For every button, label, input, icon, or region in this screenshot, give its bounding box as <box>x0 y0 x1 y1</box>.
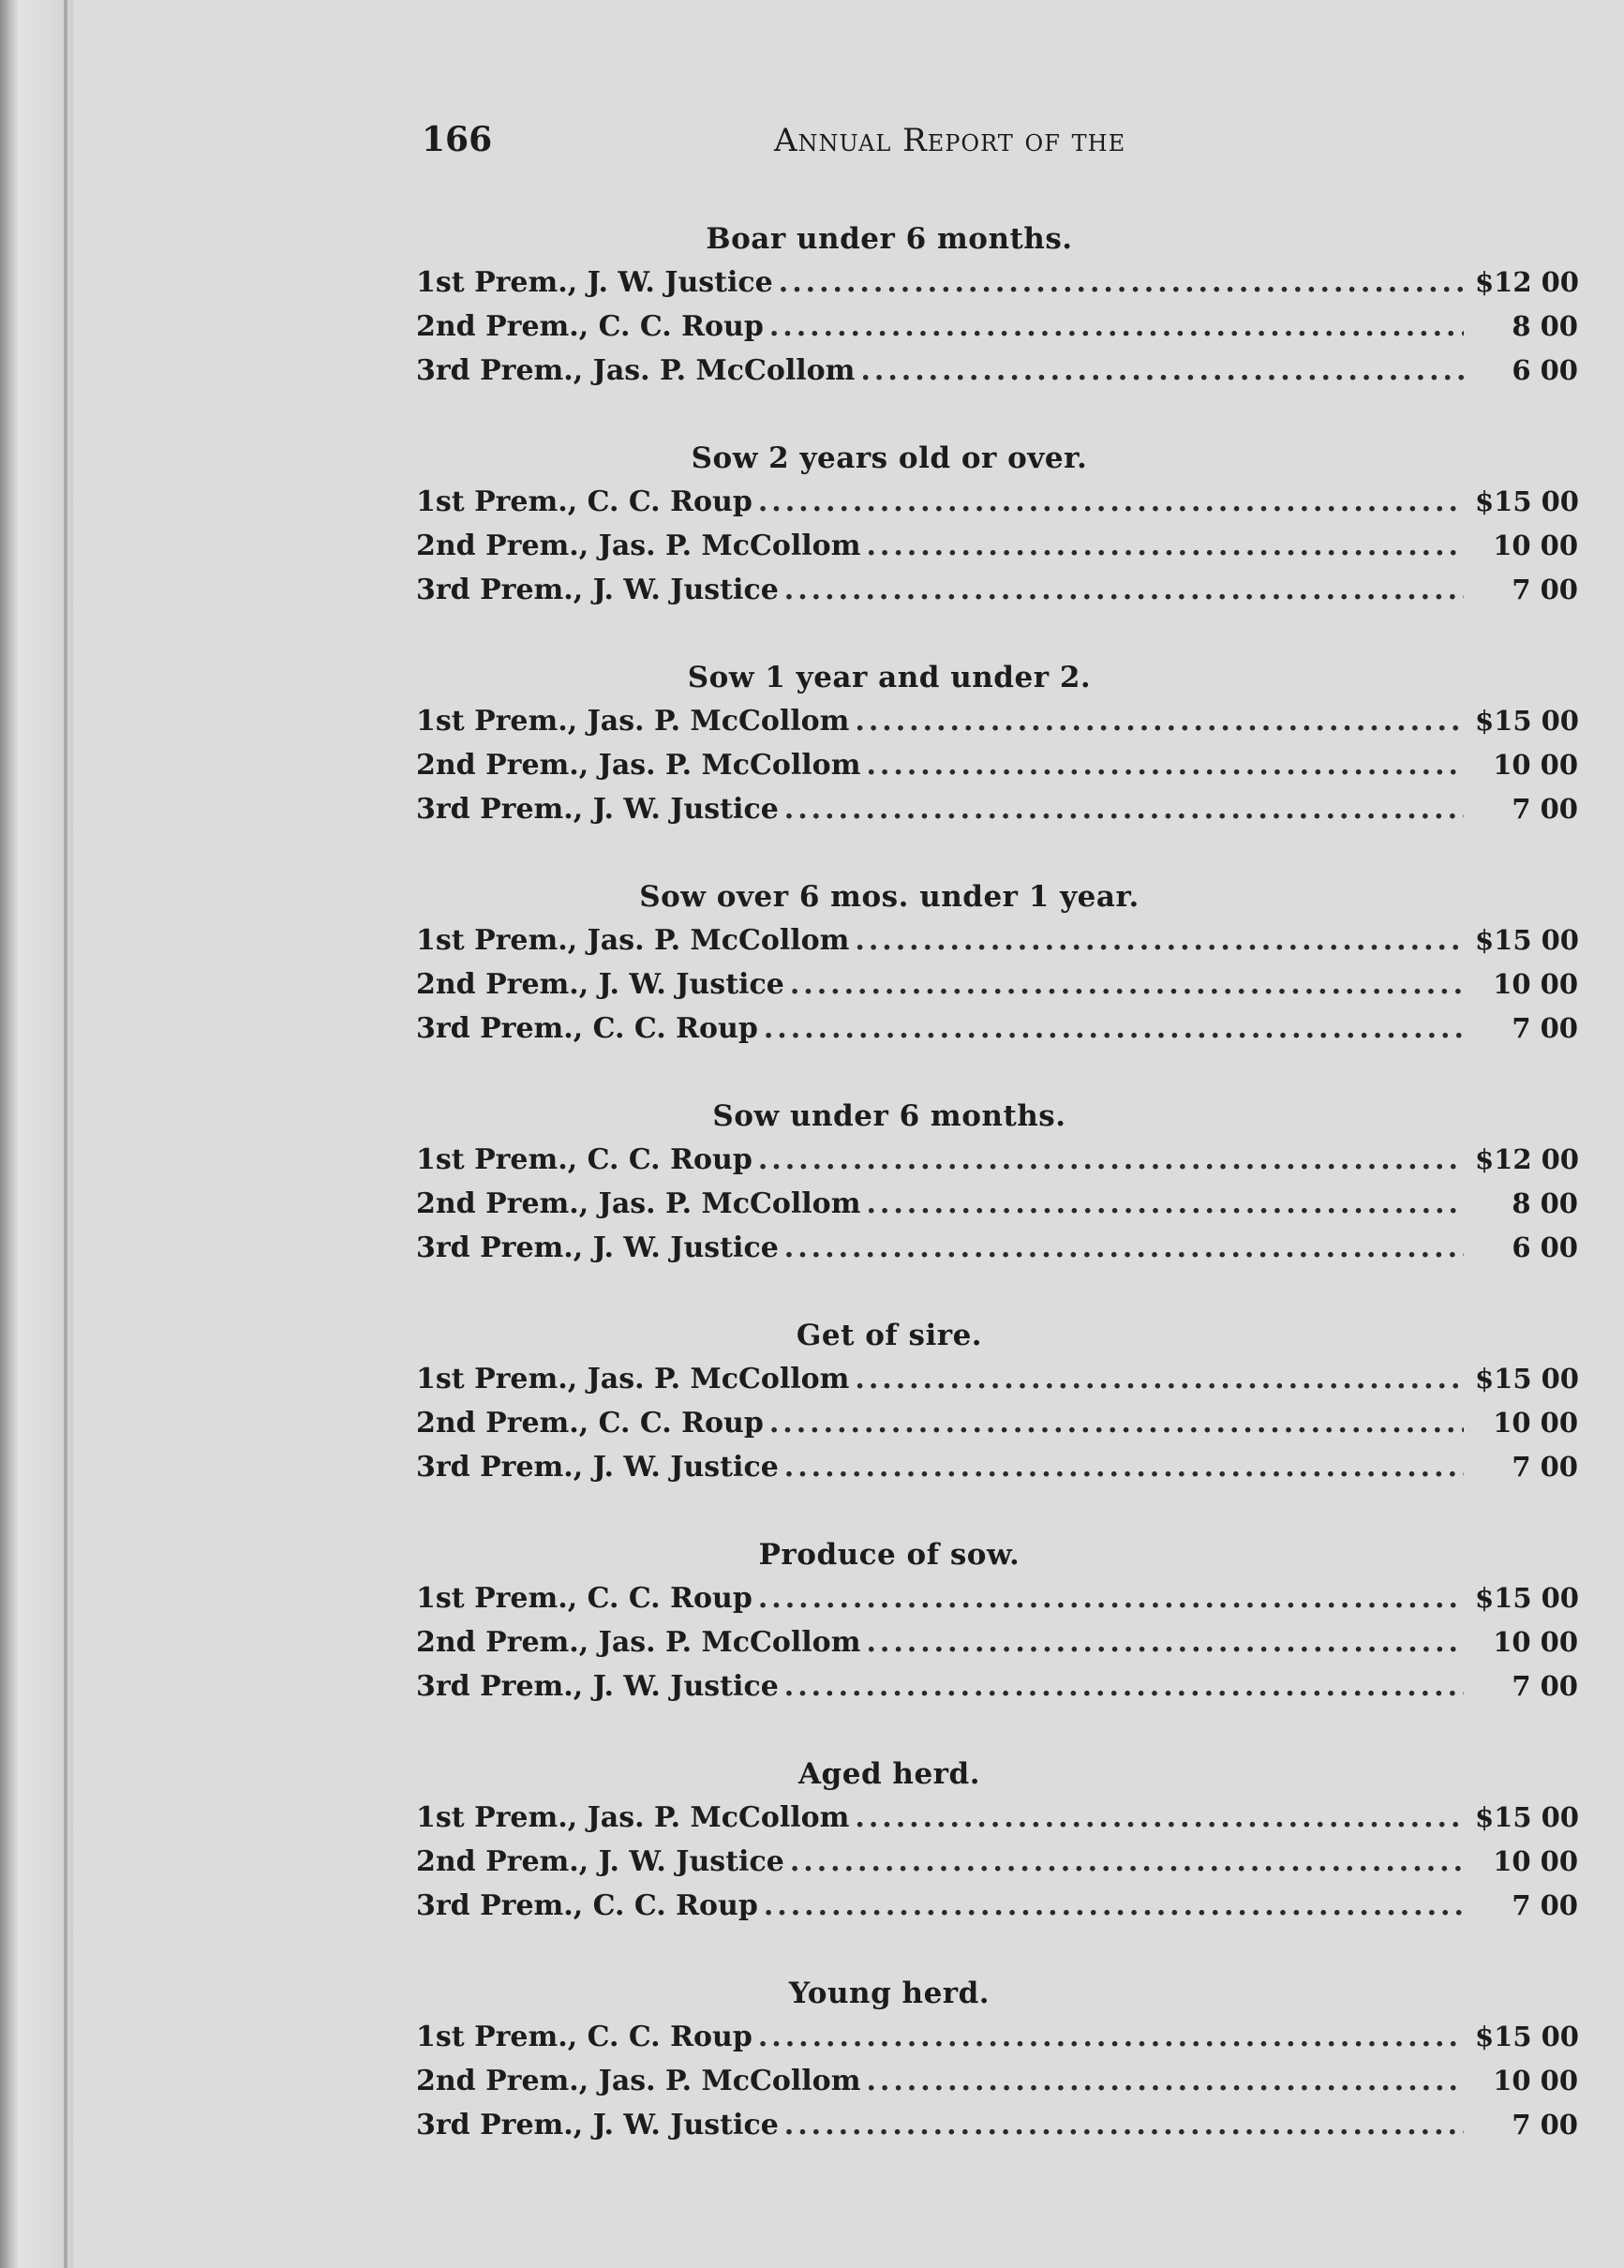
category-title: Aged herd. <box>798 1757 980 1791</box>
dot-leader <box>779 261 1464 305</box>
award-row <box>416 1884 1578 1928</box>
award-amount: 10 00 <box>1493 1407 1578 1439</box>
award-label: 3rd Prem., J. W. Justice <box>416 1670 779 1703</box>
dot-leader <box>855 919 1464 962</box>
dot-leader <box>784 1446 1464 1489</box>
category-title: Produce of sow. <box>758 1538 1021 1572</box>
dot-leader <box>769 306 1464 349</box>
award-row <box>416 1664 1578 1708</box>
page-number: 166 <box>422 120 493 159</box>
premium-category <box>416 656 1578 831</box>
award-amount: $15 00 <box>1475 1363 1579 1395</box>
award-row <box>416 1796 1578 1840</box>
award-label: 1st Prem., J. W. Justice <box>416 266 773 299</box>
award-label: 3rd Prem., J. W. Justice <box>416 1451 779 1484</box>
dot-leader <box>784 2104 1464 2147</box>
dot-leader <box>860 350 1464 393</box>
award-label: 3rd Prem., C. C. Roup <box>416 1012 758 1045</box>
dot-leader <box>758 1139 1464 1182</box>
award-label: 3rd Prem., C. C. Roup <box>416 1889 758 1922</box>
award-row <box>416 1401 1578 1445</box>
award-amount: 7 00 <box>1512 1670 1578 1702</box>
award-amount: 10 00 <box>1493 1626 1578 1658</box>
award-label: 2nd Prem., Jas. P. McCollom <box>416 530 861 562</box>
award-label: 2nd Prem., Jas. P. McCollom <box>416 1187 861 1220</box>
running-title: Annual Report of the <box>774 122 1126 159</box>
award-amount: $15 00 <box>1475 1801 1579 1833</box>
premium-list <box>416 217 1578 2191</box>
category-title: Boar under 6 months. <box>706 222 1073 256</box>
award-label: 2nd Prem., J. W. Justice <box>416 968 784 1001</box>
award-amount: 7 00 <box>1512 1451 1578 1483</box>
document-page <box>73 0 1624 2268</box>
award-row <box>416 1182 1578 1226</box>
dot-leader <box>866 744 1464 787</box>
premium-category <box>416 1314 1578 1489</box>
award-row <box>416 568 1578 612</box>
award-amount: 8 00 <box>1512 310 1578 342</box>
award-row <box>416 962 1578 1007</box>
dot-leader <box>764 1007 1464 1051</box>
award-amount: $15 00 <box>1475 924 1579 956</box>
award-label: 3rd Prem., J. W. Justice <box>416 1231 779 1264</box>
dot-leader <box>784 788 1464 831</box>
dot-leader <box>866 1183 1464 1226</box>
premium-category <box>416 437 1578 612</box>
dot-leader <box>855 1797 1464 1840</box>
award-label: 1st Prem., C. C. Roup <box>416 485 752 518</box>
category-title: Young herd. <box>788 1977 991 2010</box>
dot-leader <box>784 569 1464 612</box>
book-binding-edge <box>0 0 73 2268</box>
award-row <box>416 261 1578 305</box>
dot-leader <box>790 1841 1464 1884</box>
premium-category <box>416 875 1578 1051</box>
award-amount: 10 00 <box>1493 2065 1578 2096</box>
award-label: 2nd Prem., J. W. Justice <box>416 1845 784 1878</box>
category-title: Sow over 6 mos. under 1 year. <box>639 880 1140 914</box>
dot-leader <box>866 525 1464 568</box>
award-row <box>416 480 1578 524</box>
award-row <box>416 2103 1578 2147</box>
award-label: 1st Prem., C. C. Roup <box>416 1582 752 1615</box>
award-label: 2nd Prem., C. C. Roup <box>416 310 764 343</box>
award-row <box>416 1576 1578 1620</box>
dot-leader <box>764 1885 1464 1928</box>
award-label: 3rd Prem., J. W. Justice <box>416 574 779 606</box>
award-label: 2nd Prem., Jas. P. McCollom <box>416 1626 861 1659</box>
premium-category <box>416 1753 1578 1928</box>
premium-category <box>416 1972 1578 2147</box>
category-title: Sow under 6 months. <box>712 1099 1066 1133</box>
premium-category <box>416 1095 1578 1270</box>
premium-category <box>416 1533 1578 1708</box>
dot-leader <box>769 1402 1464 1445</box>
award-amount: $15 00 <box>1475 2021 1579 2052</box>
running-header <box>422 120 1155 167</box>
award-amount: 7 00 <box>1512 574 1578 605</box>
award-row <box>416 1840 1578 1884</box>
dot-leader <box>790 963 1464 1007</box>
award-row <box>416 349 1578 393</box>
dot-leader <box>758 2016 1464 2059</box>
award-row <box>416 918 1578 962</box>
award-amount: $15 00 <box>1475 1582 1579 1614</box>
award-row <box>416 1226 1578 1270</box>
award-label: 3rd Prem., Jas. P. McCollom <box>416 354 856 387</box>
award-amount: 10 00 <box>1493 749 1578 781</box>
award-label: 2nd Prem., Jas. P. McCollom <box>416 749 861 782</box>
dot-leader <box>784 1227 1464 1270</box>
award-label: 1st Prem., C. C. Roup <box>416 1143 752 1176</box>
award-amount: 8 00 <box>1512 1187 1578 1219</box>
dot-leader <box>758 1577 1464 1620</box>
award-label: 1st Prem., C. C. Roup <box>416 2021 752 2053</box>
award-amount: 7 00 <box>1512 2109 1578 2141</box>
award-amount: 7 00 <box>1512 793 1578 825</box>
award-row <box>416 524 1578 568</box>
category-title: Get of sire. <box>796 1319 983 1352</box>
award-row <box>416 743 1578 787</box>
award-row <box>416 699 1578 743</box>
category-title: Sow 1 year and under 2. <box>687 661 1092 694</box>
award-amount: $15 00 <box>1475 485 1579 517</box>
dot-leader <box>758 481 1464 524</box>
award-amount: 6 00 <box>1512 354 1578 386</box>
award-label: 1st Prem., Jas. P. McCollom <box>416 1801 850 1834</box>
award-label: 2nd Prem., Jas. P. McCollom <box>416 2065 861 2097</box>
dot-leader <box>866 2060 1464 2103</box>
award-amount: 7 00 <box>1512 1889 1578 1921</box>
award-label: 3rd Prem., J. W. Justice <box>416 2109 779 2141</box>
award-row <box>416 1138 1578 1182</box>
award-amount: 7 00 <box>1512 1012 1578 1044</box>
award-row <box>416 2059 1578 2103</box>
award-row <box>416 2015 1578 2059</box>
award-amount: 10 00 <box>1493 1845 1578 1877</box>
award-amount: 10 00 <box>1493 968 1578 1000</box>
award-amount: 10 00 <box>1493 530 1578 561</box>
award-amount: $12 00 <box>1475 266 1579 298</box>
award-row <box>416 1007 1578 1051</box>
dot-leader <box>784 1665 1464 1708</box>
award-label: 2nd Prem., C. C. Roup <box>416 1407 764 1440</box>
dot-leader <box>866 1621 1464 1664</box>
award-row <box>416 787 1578 831</box>
dot-leader <box>855 1358 1464 1401</box>
award-amount: 6 00 <box>1512 1231 1578 1263</box>
award-row <box>416 1445 1578 1489</box>
award-row <box>416 1620 1578 1664</box>
award-label: 1st Prem., Jas. P. McCollom <box>416 705 850 738</box>
award-amount: $15 00 <box>1475 705 1579 737</box>
premium-category <box>416 217 1578 393</box>
award-label: 3rd Prem., J. W. Justice <box>416 793 779 826</box>
category-title: Sow 2 years old or over. <box>691 441 1088 475</box>
award-row <box>416 305 1578 349</box>
dot-leader <box>855 700 1464 743</box>
award-amount: $12 00 <box>1475 1143 1579 1175</box>
award-label: 1st Prem., Jas. P. McCollom <box>416 924 850 957</box>
award-row <box>416 1357 1578 1401</box>
award-label: 1st Prem., Jas. P. McCollom <box>416 1363 850 1395</box>
